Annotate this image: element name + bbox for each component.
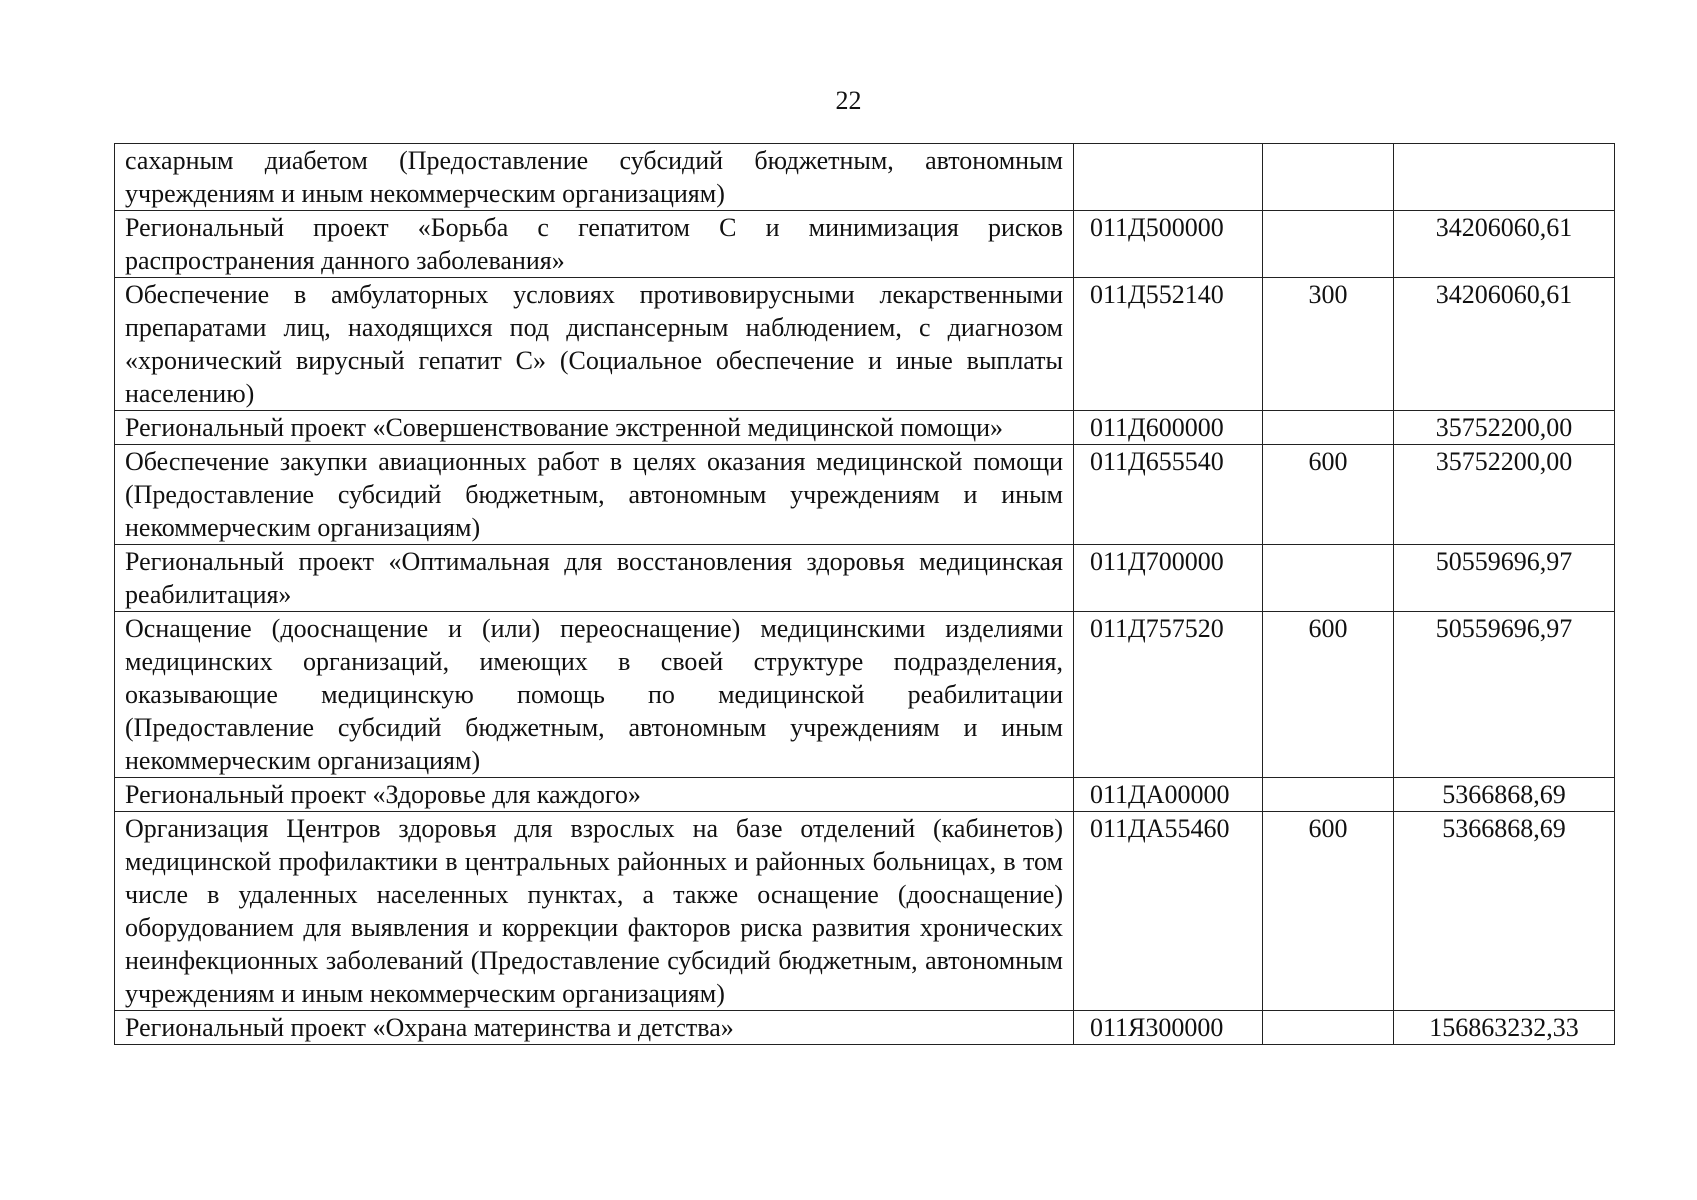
row-sum-cell: 156863232,33 [1394,1011,1615,1045]
row-sum-cell: 50559696,97 [1394,612,1615,778]
table-row [115,778,1615,812]
page-number: 22 [835,86,862,115]
row-name-cell: Обеспечение в амбулаторных условиях противовирусными лекарственными препаратами лиц, находящихся под диспансерным наблюдением, с диагнозом «хронический вирусный гепатит С» (Социальное обеспечение и иные выплаты населению) [115,278,1074,411]
row-expense-type-cell [1263,778,1394,812]
row-expense-type-cell: 600 [1263,612,1394,778]
row-name-cell: Региональный проект «Здоровье для каждого» [115,778,1074,812]
row-expense-type-cell: 600 [1263,445,1394,545]
row-sum-cell: 35752200,00 [1394,445,1615,545]
table-row [115,612,1615,778]
row-expense-type-cell [1263,211,1394,278]
table-row [115,144,1615,211]
row-expense-type-cell [1263,545,1394,612]
row-code-cell: 011Д700000 [1074,545,1263,612]
row-sum-cell [1394,144,1615,211]
row-expense-type-cell: 300 [1263,278,1394,411]
row-name-cell: Обеспечение закупки авиационных работ в целях оказания медицинской помощи (Предоставление субсидий бюджетным, автономным учреждениям и иным некоммерческим организациям) [115,445,1074,545]
table-row [115,411,1615,445]
row-name-cell: Региональный проект «Борьба с гепатитом С и минимизация рисков распространения данного заболевания» [115,211,1074,278]
table-row [115,445,1615,545]
row-name-cell: Региональный проект «Оптимальная для восстановления здоровья медицинская реабилитация» [115,545,1074,612]
table-row [115,812,1615,1011]
row-name-cell: Организация Центров здоровья для взрослых на базе отделений (кабинетов) медицинской профилактики в центральных районных и районных больницах, в том числе в удаленных населенных пунктах, а также оснащение (дооснащение) оборудованием для выявления и коррекции факторов риска развития хронических неинфекционных заболеваний (Предоставление субсидий бюджетным, автономным учреждениям и иным некоммерческим организациям) [115,812,1074,1011]
row-code-cell: 011Д600000 [1074,411,1263,445]
row-code-cell: 011Я300000 [1074,1011,1263,1045]
row-name-cell: сахарным диабетом (Предоставление субсидий бюджетным, автономным учреждениям и иным некоммерческим организациям) [115,144,1074,211]
row-code-cell [1074,144,1263,211]
row-expense-type-cell: 600 [1263,812,1394,1011]
table-row [115,278,1615,411]
row-expense-type-cell [1263,411,1394,445]
table-row [115,211,1615,278]
row-code-cell: 011Д655540 [1074,445,1263,545]
row-sum-cell: 5366868,69 [1394,778,1615,812]
row-expense-type-cell [1263,144,1394,211]
row-sum-cell: 34206060,61 [1394,278,1615,411]
row-sum-cell: 50559696,97 [1394,545,1615,612]
table-row [115,545,1615,612]
row-code-cell: 011Д500000 [1074,211,1263,278]
row-name-cell: Региональный проект «Охрана материнства и детства» [115,1011,1074,1045]
budget-table-body [115,144,1615,1045]
table-row [115,1011,1615,1045]
row-code-cell: 011ДА55460 [1074,812,1263,1011]
row-sum-cell: 34206060,61 [1394,211,1615,278]
row-name-cell: Региональный проект «Совершенствование экстренной медицинской помощи» [115,411,1074,445]
row-name-cell: Оснащение (дооснащение и (или) переоснащение) медицинскими изделиями медицинских организаций, имеющих в своей структуре подразделения, оказывающие медицинскую помощь по медицинской реабилитации (Предоставление субсидий бюджетным, автономным учреждениям и иным некоммерческим организациям) [115,612,1074,778]
row-sum-cell: 5366868,69 [1394,812,1615,1011]
row-code-cell: 011Д757520 [1074,612,1263,778]
budget-table [114,143,1615,1045]
row-sum-cell: 35752200,00 [1394,411,1615,445]
row-code-cell: 011Д552140 [1074,278,1263,411]
row-expense-type-cell [1263,1011,1394,1045]
row-code-cell: 011ДА00000 [1074,778,1263,812]
